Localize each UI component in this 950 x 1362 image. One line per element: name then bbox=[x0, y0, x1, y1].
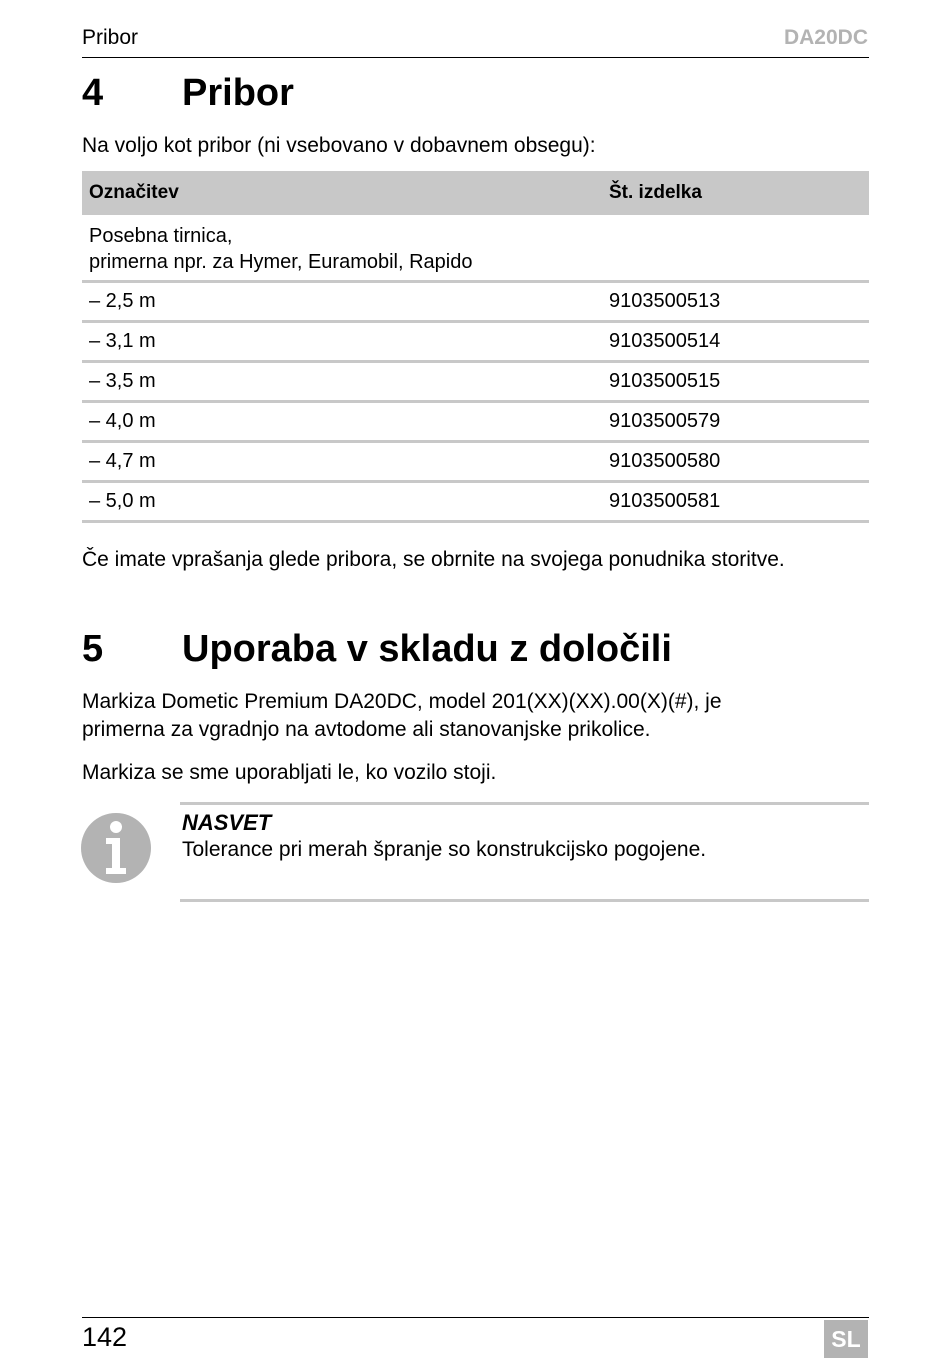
col-article-header: Št. izdelka bbox=[609, 182, 702, 203]
section-5-number: 5 bbox=[82, 628, 104, 670]
table-row bbox=[82, 483, 869, 523]
info-icon bbox=[81, 813, 151, 883]
article-cell: 9103500580 bbox=[609, 450, 721, 472]
page-number: 142 bbox=[82, 1322, 128, 1352]
designation-cell: – 4,0 m bbox=[89, 410, 156, 432]
designation-line: Posebna tirnica, bbox=[89, 225, 233, 247]
language-badge: SL bbox=[824, 1320, 868, 1358]
designation-line: primerna npr. za Hymer, Euramobil, Rapido bbox=[89, 251, 473, 273]
section-5-paragraph-2: Markiza se sme uporabljati le, ko vozilo stoji. bbox=[82, 761, 497, 784]
header-divider bbox=[82, 57, 869, 58]
table-row bbox=[82, 443, 869, 483]
article-cell: 9103500515 bbox=[609, 370, 721, 392]
article-cell: 9103500579 bbox=[609, 410, 721, 432]
designation-cell: – 5,0 m bbox=[89, 490, 156, 512]
note-bottom-rule bbox=[180, 899, 869, 902]
header-model: DA20DC bbox=[783, 26, 868, 49]
col-designation-header: Označitev bbox=[89, 182, 179, 203]
article-cell: 9103500581 bbox=[609, 490, 721, 512]
note-title: NASVET bbox=[182, 810, 272, 835]
section-5-title: Uporaba v skladu z določili bbox=[182, 628, 672, 670]
accessory-table bbox=[82, 171, 869, 523]
paragraph-line: Markiza Dometic Premium DA20DC, model 201(XX)(XX).00(X)(#), je bbox=[82, 690, 722, 713]
section-5-paragraph-1 bbox=[82, 688, 882, 744]
section-4-number: 4 bbox=[82, 72, 104, 114]
section-5-heading bbox=[82, 628, 672, 671]
note-text: Tolerance pri merah špranje so konstrukcijsko pogojene. bbox=[182, 838, 707, 861]
table-header bbox=[82, 171, 869, 215]
section-4-heading bbox=[82, 72, 294, 115]
table-row bbox=[82, 403, 869, 443]
article-cell: 9103500514 bbox=[609, 330, 721, 352]
section-4-title: Pribor bbox=[182, 72, 294, 114]
designation-cell: – 4,7 m bbox=[89, 450, 156, 472]
section-4-intro: Na voljo kot pribor (ni vsebovano v dobavnem obsegu): bbox=[82, 134, 596, 157]
table-row bbox=[82, 283, 869, 323]
paragraph-line: primerna za vgradnjo na avtodome ali stanovanjske prikolice. bbox=[82, 718, 651, 741]
table-row bbox=[82, 363, 869, 403]
article-cell: 9103500513 bbox=[609, 290, 721, 312]
designation-cell bbox=[82, 223, 602, 275]
designation-cell: – 2,5 m bbox=[89, 290, 156, 312]
header-section-title: Pribor bbox=[82, 26, 139, 49]
designation-cell: – 3,5 m bbox=[89, 370, 156, 392]
designation-cell: – 3,1 m bbox=[89, 330, 156, 352]
table-row bbox=[82, 215, 869, 283]
table-row bbox=[82, 323, 869, 363]
note-top-rule bbox=[180, 802, 869, 805]
section-4-outro: Če imate vprašanja glede pribora, se obrnite na svojega ponudnika storitve. bbox=[82, 548, 785, 571]
footer-divider bbox=[82, 1317, 869, 1318]
